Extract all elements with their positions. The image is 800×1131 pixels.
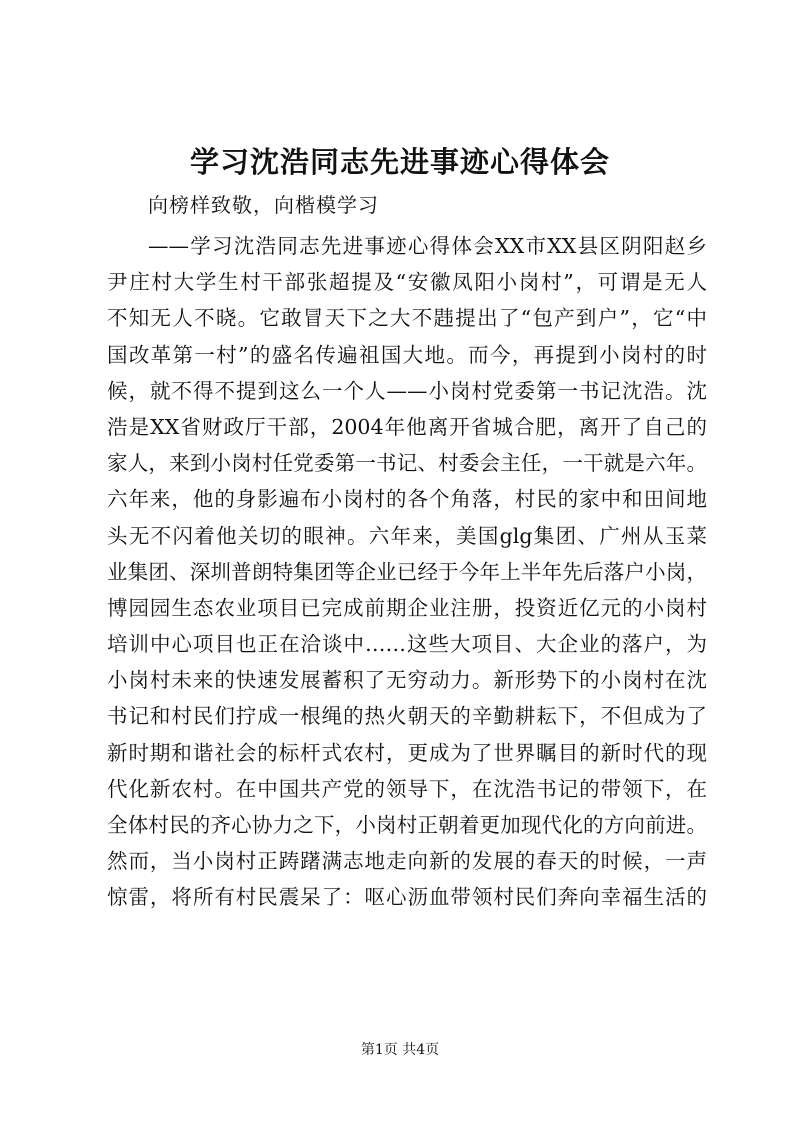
body-line: 不知无人不晓。它敢冒天下之大不韪提出了“包产到户”，它“中 [107, 306, 707, 331]
body-line: 业集团、深圳普朗特集团等企业已经于今年上半年先后落户小岗， [107, 559, 707, 584]
body-line: 书记和村民们拧成一根绳的热火朝天的辛勤耕耘下，不但成为了 [107, 704, 707, 729]
page-number-footer: 第1页 共4页 [360, 1042, 440, 1058]
body-line: 然而，当小岗村正踌躇满志地走向新的发展的春天的时候，一声 [107, 849, 707, 874]
body-line: 培训中心项目也正在洽谈中……这些大项目、大企业的落户，为 [107, 632, 707, 657]
body-line: 家人，来到小岗村任党委第一书记、村委会主任，一干就是六年。 [107, 451, 707, 476]
body-line: ——学习沈浩同志先进事迹心得体会XX市XX县区阴阳赵乡 [148, 234, 707, 258]
body-line: 惊雷，将所有村民震呆了：呕心沥血带领村民们奔向幸福生活的 [107, 885, 707, 910]
document-body [107, 228, 713, 916]
body-line: 六年来，他的身影遍布小岗村的各个角落，村民的家中和田间地 [107, 487, 707, 512]
body-line: 全体村民的齐心协力之下，小岗村正朝着更加现代化的方向前进。 [107, 813, 707, 837]
body-line: 小岗村未来的快速发展蓄积了无穷动力。新形势下的小岗村在沈 [107, 668, 707, 693]
body-line: 浩是XX省财政厅干部，2004年他离开省城合肥，离开了自己的 [107, 414, 707, 439]
body-line: 候，就不得不提到这么一个人——小岗村党委第一书记沈浩。沈 [107, 378, 707, 403]
body-line: 尹庄村大学生村干部张超提及“安徽凤阳小岗村”，可谓是无人 [107, 270, 707, 295]
body-line: 博园园生态农业项目已完成前期企业注册，投资近亿元的小岗村 [107, 595, 707, 620]
document-title: 学习沈浩同志先进事迹心得体会 [189, 145, 610, 179]
body-line: 头无不闪着他关切的眼神。六年来，美国glg集团、广州从玉菜 [107, 523, 707, 548]
body-line: 国改革第一村”的盛名传遍祖国大地。而今，再提到小岗村的时 [107, 342, 707, 367]
document-subtitle: 向榜样致敬，向楷模学习 [148, 193, 379, 217]
body-line: 新时期和谐社会的标杆式农村，更成为了世界瞩目的新时代的现 [107, 740, 707, 765]
body-line: 代化新农村。在中国共产党的领导下，在沈浩书记的带领下，在 [107, 776, 707, 801]
